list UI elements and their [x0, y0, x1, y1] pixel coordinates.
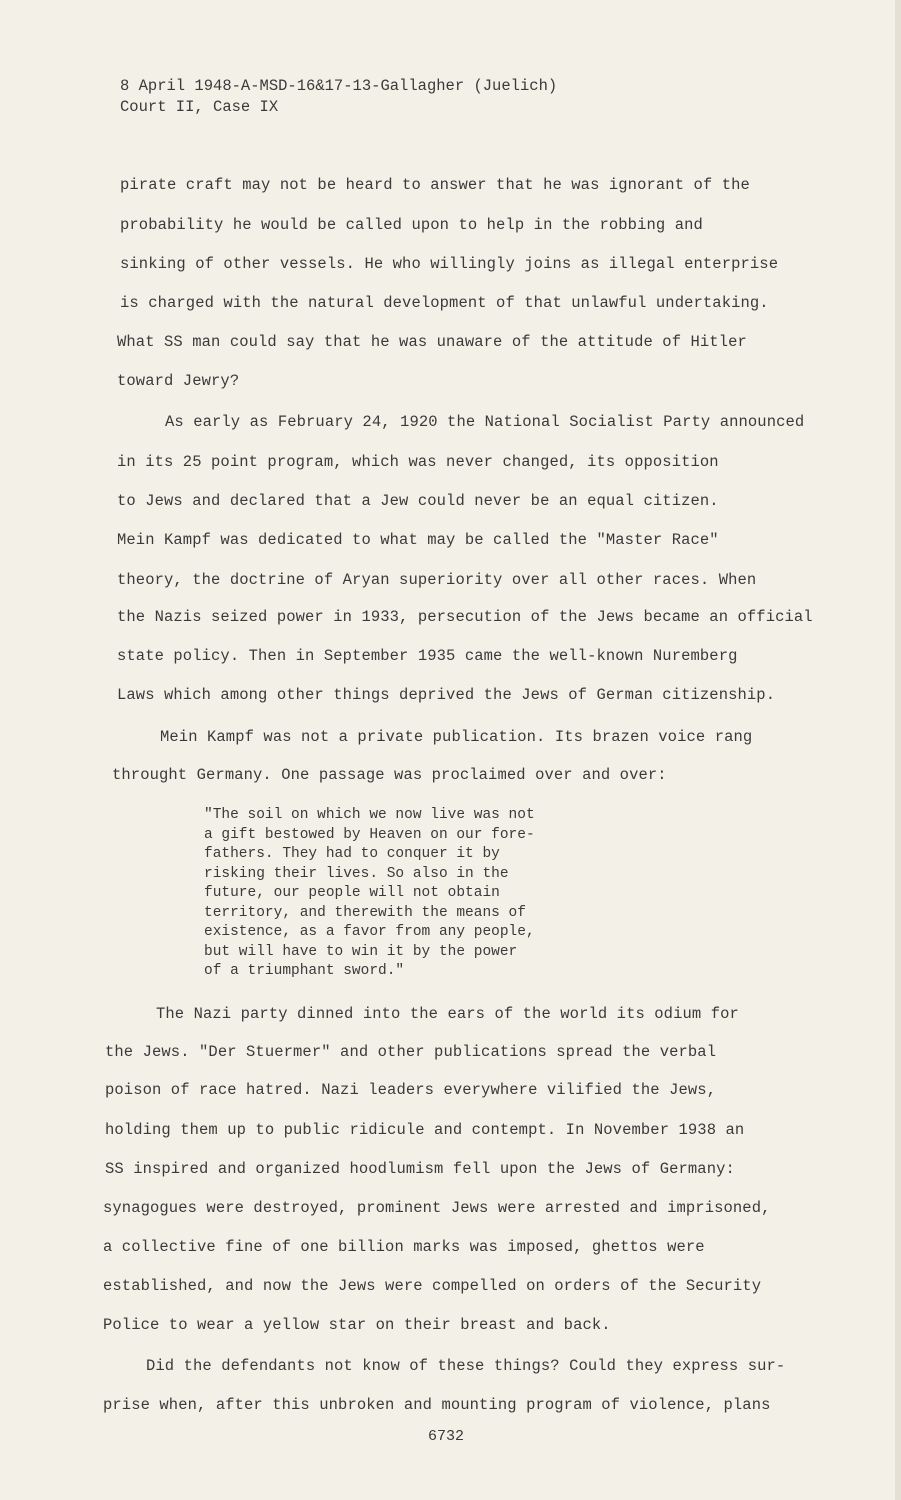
quote-line: territory, and therewith the means of [204, 904, 526, 921]
page-edge [895, 0, 901, 1500]
body-line: Laws which among other things deprived the Jews of German citizenship. [117, 686, 776, 704]
header-line-1: 8 April 1948-A-MSD-16&17-13-Gallagher (Juelich) [120, 77, 558, 95]
quote-line: fathers. They had to conquer it by [204, 846, 500, 862]
block-quote [204, 806, 535, 982]
body-line: pirate craft may not be heard to answer that he was ignorant of the [120, 176, 750, 194]
body-line: The Nazi party dinned into the ears of the world its odium for [156, 1005, 739, 1023]
body-line: a collective fine of one billion marks was imposed, ghettos were [103, 1238, 705, 1256]
quote-line: future, our people will not obtain [204, 885, 500, 901]
body-line: prise when, after this unbroken and mounting program of violence, plans [103, 1396, 771, 1414]
body-line: toward Jewry? [117, 372, 240, 390]
body-line: is charged with the natural development of that unlawful undertaking. [120, 294, 769, 312]
body-line: Did the defendants not know of these things? Could they express sur- [146, 1357, 786, 1375]
body-line: established, and now the Jews were compelled on orders of the Security [103, 1277, 762, 1295]
page-number: 6732 [428, 1428, 465, 1445]
body-line: in its 25 point program, which was never changed, its opposition [117, 453, 719, 471]
body-line: throught Germany. One passage was proclaimed over and over: [112, 766, 667, 784]
quote-line: but will have to win it by the power [204, 943, 518, 960]
body-line: As early as February 24, 1920 the National Socialist Party announced [165, 413, 805, 431]
body-line: the Nazis seized power in 1933, persecution of the Jews became an official [117, 608, 813, 626]
body-line: probability he would be called upon to help in the robbing and [120, 216, 703, 234]
quote-line: of a triumphant sword." [204, 963, 405, 979]
quote-line: existence, as a favor from any people, [204, 924, 535, 940]
quote-line: a gift bestowed by Heaven on our fore- [204, 826, 535, 843]
header-line-2: Court II, Case IX [120, 98, 279, 116]
body-line: poison of race hatred. Nazi leaders everywhere vilified the Jews, [105, 1081, 717, 1099]
body-line: What SS man could say that he was unaware of the attitude of Hitler [117, 333, 747, 351]
body-line: theory, the doctrine of Aryan superiority over all other races. When [117, 571, 757, 589]
body-line: Police to wear a yellow star on their breast and back. [103, 1316, 611, 1334]
body-line: to Jews and declared that a Jew could never be an equal citizen. [117, 492, 719, 510]
body-line: sinking of other vessels. He who willingly joins as illegal enterprise [120, 255, 779, 273]
body-line: Mein Kampf was dedicated to what may be called the "Master Race" [117, 531, 719, 549]
body-line: SS inspired and organized hoodlumism fell upon the Jews of Germany: [105, 1160, 735, 1178]
body-line: state policy. Then in September 1935 came the well-known Nuremberg [117, 647, 738, 665]
quote-line: "The soil on which we now live was not [204, 807, 535, 823]
body-line: Mein Kampf was not a private publication. Its brazen voice rang [160, 728, 753, 746]
quote-line: risking their lives. So also in the [204, 865, 509, 882]
body-line: the Jews. "Der Stuermer" and other publications spread the verbal [105, 1043, 717, 1061]
body-line: synagogues were destroyed, prominent Jews were arrested and imprisoned, [103, 1199, 771, 1217]
body-line: holding them up to public ridicule and contempt. In November 1938 an [105, 1121, 745, 1139]
document-header [120, 76, 557, 118]
